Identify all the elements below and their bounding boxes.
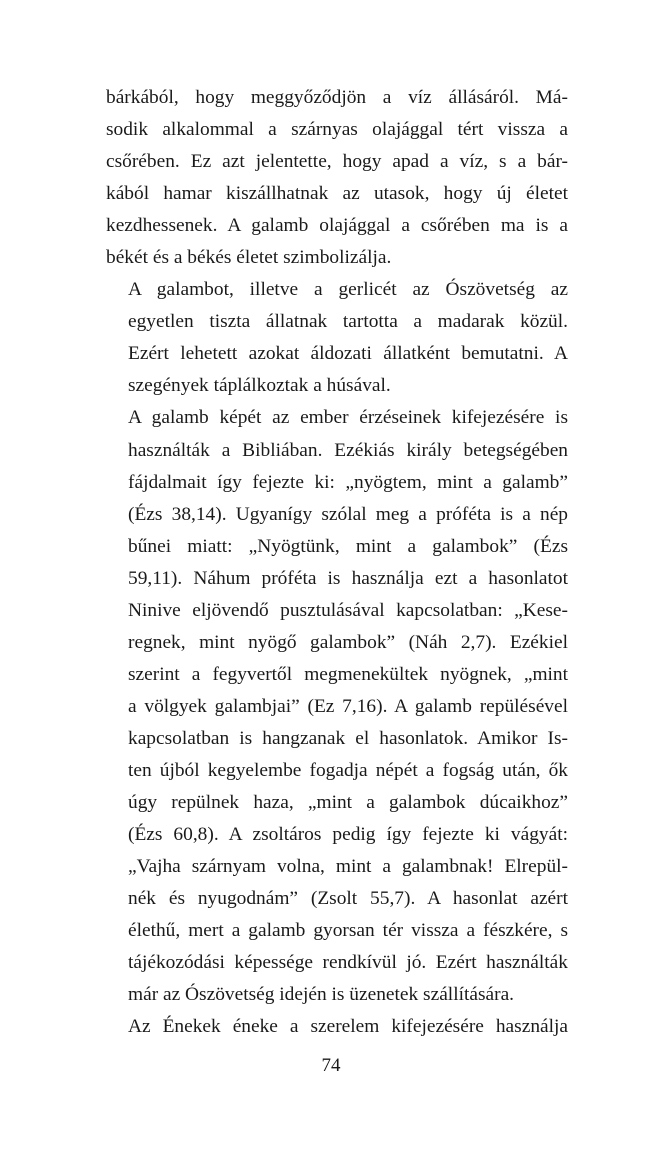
paragraph-3	[106, 402, 568, 1011]
text-line: már az Ószövetség idején is üzenetek szállítására.	[128, 984, 515, 1006]
text-line: A galambot, illetve a gerlicét az Ószövetség az	[128, 279, 568, 301]
text-line: élethű, mert a galamb gyorsan tér vissza a fészkére, s	[128, 920, 568, 942]
text-line: „Vajha szárnyam volna, mint a galambnak! Elrepül-	[128, 856, 568, 878]
text-line: tájékozódási képessége rendkívül jó. Ezért használták	[128, 952, 568, 974]
text-line: egyetlen tiszta állatnak tartotta a madarak közül.	[128, 311, 568, 333]
text-line: regnek, mint nyögő galambok” (Náh 2,7). Ezékiel	[128, 631, 568, 653]
text-line: sodik alkalommal a szárnyas olajággal tért vissza a	[106, 119, 568, 141]
text-line: csőrében. Ez azt jelentette, hogy apad a víz, s a bár-	[106, 151, 568, 173]
text-line: Ninive eljövendő pusztulásával kapcsolatban: „Kese-	[128, 599, 568, 621]
text-line: fájdalmait így fejezte ki: „nyögtem, mint a galamb”	[128, 471, 568, 493]
text-line: Az Énekek éneke a szerelem kifejezésére használja	[128, 1016, 568, 1038]
text-line: használták a Bibliában. Ezékiás király betegségében	[128, 439, 568, 461]
text-line: kából hamar kiszállhatnak az utasok, hogy új életet	[106, 183, 568, 205]
text-line: nék és nyugodnám” (Zsolt 55,7). A hasonlat azért	[128, 888, 568, 910]
text-line: úgy repülnek haza, „mint a galambok dúcaikhoz”	[128, 792, 568, 814]
text-line: bárkából, hogy meggyőződjön a víz állásáról. Má-	[106, 87, 568, 108]
text-line: (Ézs 38,14). Ugyanígy szólal meg a próféta is a nép	[128, 503, 568, 525]
text-line: 59,11). Náhum próféta is használja ezt a hasonlatot	[128, 567, 568, 589]
page-body	[106, 82, 568, 1043]
text-line: békét és a békés életet szimbolizálja.	[106, 247, 392, 269]
text-line: bűnei miatt: „Nyögtünk, mint a galambok” (Ézs	[128, 535, 568, 557]
text-line: A galamb képét az ember érzéseinek kifejezésére is	[128, 407, 568, 429]
paragraph-4	[106, 1011, 568, 1043]
text-line: kezdhessenek. A galamb olajággal a csőrében ma is a	[106, 215, 568, 237]
text-line: Ezért lehetett azokat áldozati állatként bemutatni. A	[128, 343, 568, 365]
text-line: szerint a fegyvertől megmenekültek nyögnek, „mint	[128, 663, 568, 685]
text-line: a völgyek galambjai” (Ez 7,16). A galamb repülésével	[128, 695, 568, 717]
text-line: kapcsolatban is hangzanak el hasonlatok. Amikor Is-	[128, 727, 568, 749]
text-line: szegények táplálkoztak a húsával.	[128, 375, 391, 397]
paragraph-1	[106, 82, 568, 274]
paragraph-2	[106, 274, 568, 402]
text-line: ten újból kegyelembe fogadja népét a fogság után, ők	[128, 759, 568, 781]
text-line: (Ézs 60,8). A zsoltáros pedig így fejezte ki vágyát:	[128, 824, 568, 846]
page-number: 74	[321, 1055, 341, 1076]
